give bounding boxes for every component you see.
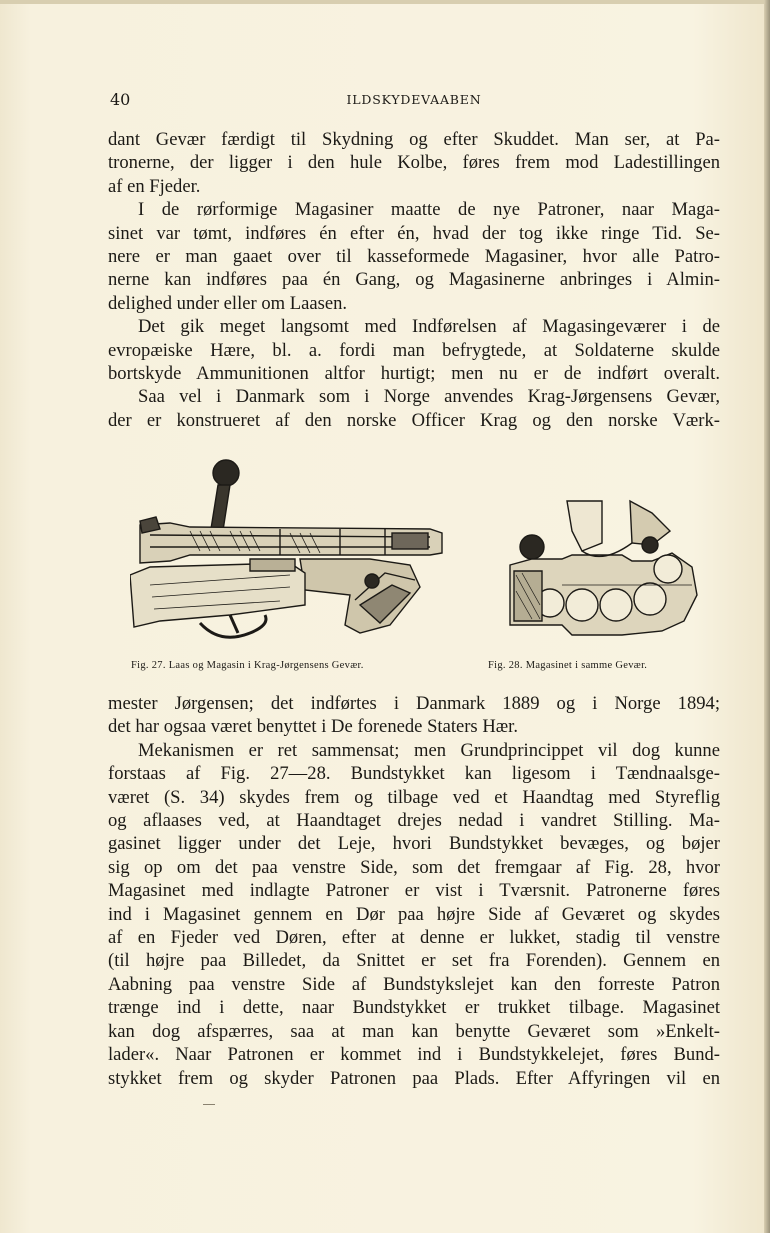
- figure-28-magazine-cross-section: [502, 495, 702, 645]
- text-line: det har ogsaa været benyttet i De forenede Staters Hær.: [108, 716, 518, 738]
- text-line: nerne kan indføres paa én Gang, og Magasinerne anbringes i Almin-: [108, 269, 720, 291]
- text-line: Mekanismen er ret sammensat; men Grundprincippet vil dog kunne: [138, 739, 720, 761]
- page-top-edge: [0, 0, 770, 4]
- figure-27-caption: Fig. 27. Laas og Magasin i Krag-Jørgensens Gevær.: [131, 660, 364, 671]
- text-line: bortskyde Ammunitionen altfor hurtigt; men nu er de indført overalt.: [108, 363, 720, 385]
- text-block-bottom: [108, 692, 720, 1090]
- text-line: trænge ind i dette, naar Bundstykket er trukket tilbage. Magasinet: [108, 997, 720, 1019]
- text-line: kan dog afspærres, saa at man kan benytte Geværet som »Enkelt-: [108, 1020, 720, 1042]
- text-line: delighed under eller om Laasen.: [108, 292, 348, 314]
- text-line: og aflaases ved, at Haandtaget drejes nedad i vandret Stilling. Ma-: [108, 810, 720, 832]
- text-line: nere er man gaaet over til kasseformede Magasiner, hvor alle Patro-: [108, 246, 720, 268]
- text-line: ind i Magasinet gennem en Dør paa højre Side af Geværet og skydes: [108, 903, 720, 925]
- text-line: dant Gevær færdigt til Skydning og efter Skuddet. Man ser, at Pa-: [108, 129, 720, 150]
- text-line: Aabning paa venstre Side af Bundstykslejet kan den forreste Patron: [108, 973, 720, 995]
- text-line: I de rørformige Magasiner maatte de nye Patroner, naar Maga-: [138, 199, 720, 221]
- text-line: af en Fjeder.: [108, 175, 201, 197]
- text-line: stykket frem og skyder Patronen paa Plads. Efter Affyringen vil en: [108, 1067, 720, 1089]
- text-block-top: [108, 128, 720, 432]
- text-line: der er konstrueret af den norske Officer Krag og den norske Værk-: [108, 409, 720, 431]
- page-right-edge: [764, 0, 770, 1233]
- text-line: lader«. Naar Patronen er kommet ind i Bundstykkelejet, føres Bund-: [108, 1044, 720, 1066]
- text-line: været (S. 34) skydes frem og tilbage ved et Haandtag med Styreflig: [108, 786, 720, 808]
- running-title: ILDSKYDEVAABEN: [346, 92, 482, 107]
- text-line: tronerne, der ligger i den hule Kolbe, føres frem mod Ladestillingen: [108, 152, 720, 174]
- page-number: 40: [110, 90, 131, 109]
- text-line: Det gik meget langsomt med Indførelsen af Magasingeværer i de: [138, 316, 720, 338]
- text-line: sig op om det paa venstre Side, som det fremgaar af Fig. 28, hvor: [108, 856, 720, 878]
- text-line: Magasinet med indlagte Patroner er vist i Tværsnit. Patronerne føres: [108, 880, 720, 902]
- text-line: mester Jørgensen; det indførtes i Danmark 1889 og i Norge 1894;: [108, 693, 720, 714]
- text-line: forstaas af Fig. 27—28. Bundstykket kan ligesom i Tændnaalsge-: [108, 763, 720, 785]
- text-line: evropæiske Hære, bl. a. fordi man befrygtede, at Soldaterne skulde: [108, 339, 720, 361]
- text-line: Saa vel i Danmark som i Norge anvendes Krag-Jørgensens Gevær,: [138, 386, 720, 408]
- stray-mark: [203, 1104, 215, 1105]
- figure-27-rifle-lock-illustration: [130, 455, 450, 650]
- text-line: sinet var tømt, indføres én efter én, hvad der tog ikke ringe Tid. Se-: [108, 222, 720, 244]
- page-header: [108, 88, 720, 112]
- text-line: gasinet ligger under det Leje, hvori Bundstykket bevæges, og bøjer: [108, 833, 720, 855]
- text-line: (til højre paa Billedet, da Snittet er set fra Forenden). Gennem en: [108, 950, 720, 972]
- text-line: af en Fjeder ved Døren, efter at denne er lukket, stadig til venstre: [108, 927, 720, 949]
- figure-28-caption: Fig. 28. Magasinet i samme Gevær.: [488, 660, 648, 671]
